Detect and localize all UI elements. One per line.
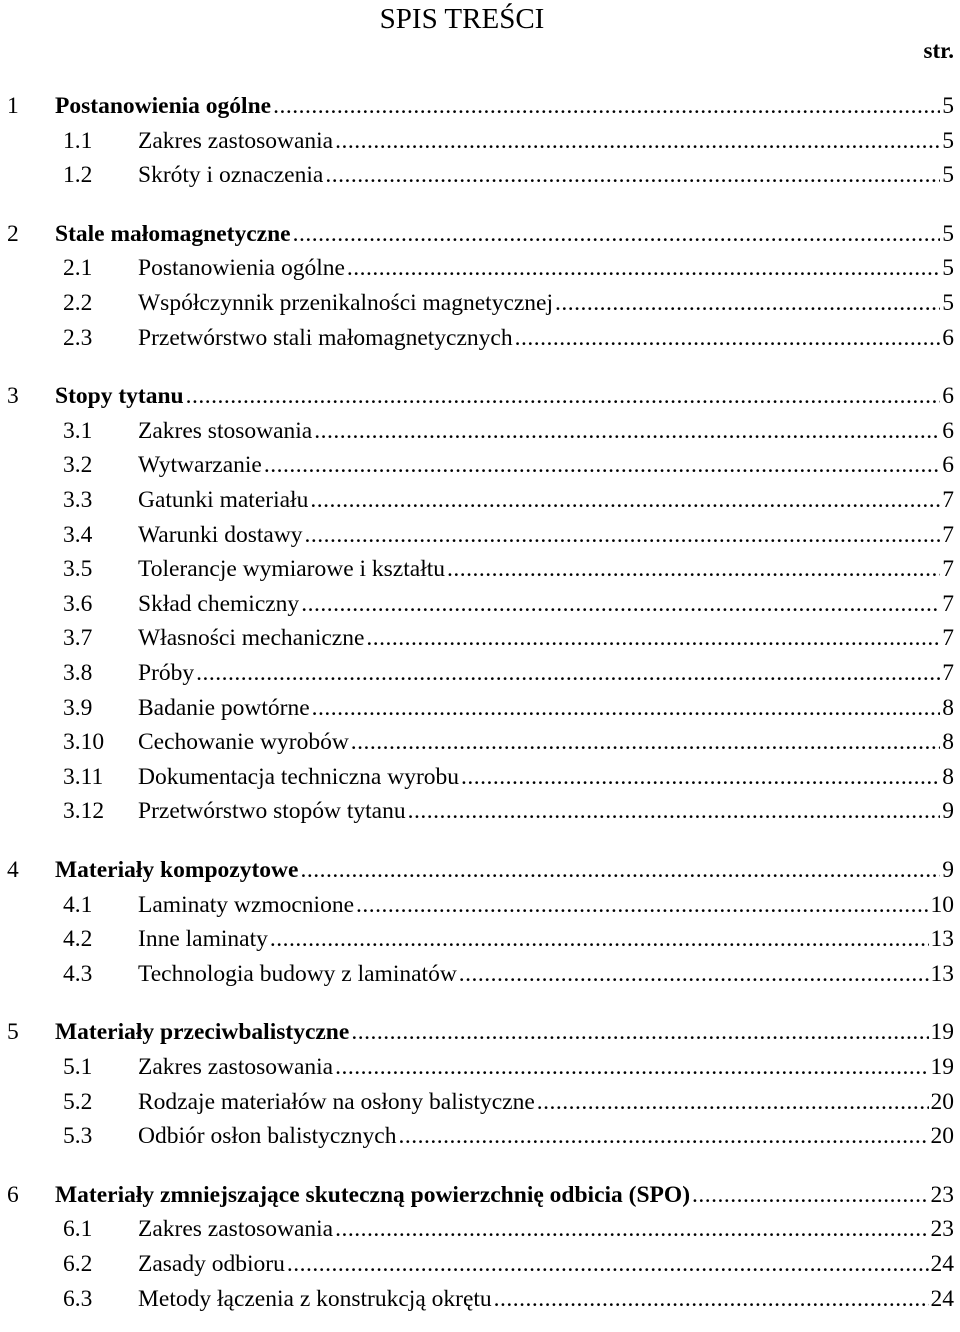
toc-entry-number: 3.11	[63, 764, 104, 790]
toc-section-entry[interactable]	[0, 485, 960, 515]
dot-leader	[287, 1249, 929, 1279]
toc-entry-page-number: 13	[930, 961, 954, 987]
toc-entry-label: Stopy tytanu	[55, 383, 184, 409]
toc-entry-number: 3.9	[63, 695, 93, 721]
toc-section-entry[interactable]	[0, 520, 960, 550]
toc-entry-page-number: 6	[942, 325, 954, 351]
toc-section-entry[interactable]	[0, 924, 960, 954]
toc-entry-number: 3.7	[63, 625, 93, 651]
toc-entry-line	[138, 796, 954, 826]
toc-entry-page-number: 19	[930, 1054, 954, 1080]
toc-section-entry[interactable]	[0, 658, 960, 688]
toc-entry-label: Wytwarzanie	[138, 452, 262, 478]
toc-entry-label: Laminaty wzmocnione	[138, 892, 354, 918]
toc-section-entry[interactable]	[0, 126, 960, 156]
toc-entry-page-number: 8	[942, 764, 954, 790]
toc-entry-label: Tolerancje wymiarowe i kształtu	[138, 556, 446, 582]
toc-chapter-entry[interactable]	[0, 1180, 960, 1210]
toc-entry-number: 3.1	[63, 418, 93, 444]
toc-entry-line	[138, 160, 954, 190]
page-title: SPIS TREŚCI	[379, 3, 545, 35]
dot-leader	[461, 762, 940, 792]
dot-leader	[459, 959, 929, 989]
toc-entry-page-number: 19	[930, 1019, 954, 1045]
toc-entry-line	[55, 855, 954, 885]
toc-entry-line	[138, 485, 954, 515]
toc-entry-number: 3.10	[63, 729, 105, 755]
toc-section-entry[interactable]	[0, 693, 960, 723]
toc-entry-number: 3.4	[63, 522, 93, 548]
toc-entry-line	[55, 1180, 954, 1210]
toc-entry-number: 2.1	[63, 255, 93, 281]
dot-leader	[305, 520, 941, 550]
toc-entry-number: 4.3	[63, 961, 93, 987]
toc-entry-number: 1.1	[63, 128, 93, 154]
toc-entry-page-number: 7	[942, 591, 954, 617]
toc-entry-label: Współczynnik przenikalności magnetycznej	[138, 290, 554, 316]
dot-leader	[270, 924, 929, 954]
toc-entry-line	[138, 959, 954, 989]
toc-entry-number: 2.2	[63, 290, 93, 316]
toc-entry-label: Materiały kompozytowe	[55, 857, 299, 883]
toc-entry-page-number: 9	[942, 857, 954, 883]
dot-leader	[293, 219, 941, 249]
toc-entry-label: Próby	[138, 660, 195, 686]
toc-entry-page-number: 5	[942, 255, 954, 281]
toc-entry-number: 6	[7, 1182, 19, 1208]
toc-entry-number: 3	[7, 383, 19, 409]
toc-section-entry[interactable]	[0, 1052, 960, 1082]
toc-entry-label: Materiały przeciwbalistyczne	[55, 1019, 350, 1045]
toc-entry-label: Gatunki materiału	[138, 487, 309, 513]
toc-entry-line	[138, 126, 954, 156]
dot-leader	[273, 91, 940, 121]
toc-section-entry[interactable]	[0, 796, 960, 826]
dot-leader	[186, 381, 941, 411]
toc-entry-page-number: 23	[930, 1216, 954, 1242]
toc-section-entry[interactable]	[0, 416, 960, 446]
toc-entry-line	[55, 381, 954, 411]
toc-entry-page-number: 7	[942, 487, 954, 513]
toc-section-entry[interactable]	[0, 1284, 960, 1314]
dot-leader	[314, 416, 940, 446]
toc-entry-page-number: 5	[942, 93, 954, 119]
toc-entry-number: 3.5	[63, 556, 93, 582]
toc-section-entry[interactable]	[0, 160, 960, 190]
dot-leader	[335, 1052, 928, 1082]
toc-section-entry[interactable]	[0, 890, 960, 920]
toc-entry-line	[138, 1249, 954, 1279]
toc-entry-line	[138, 520, 954, 550]
toc-section-entry[interactable]	[0, 727, 960, 757]
toc-entry-page-number: 8	[942, 695, 954, 721]
dot-leader	[447, 554, 940, 584]
toc-entry-page-number: 5	[942, 162, 954, 188]
toc-entry-label: Warunki dostawy	[138, 522, 303, 548]
toc-entry-label: Postanowienia ogólne	[138, 255, 345, 281]
toc-entry-label: Skład chemiczny	[138, 591, 300, 617]
toc-entry-page-number: 6	[942, 383, 954, 409]
toc-entry-line	[138, 693, 954, 723]
toc-entry-label: Technologia budowy z laminatów	[138, 961, 457, 987]
toc-entry-line	[138, 554, 954, 584]
toc-entry-number: 1.2	[63, 162, 93, 188]
toc-entry-label: Zakres stosowania	[138, 418, 313, 444]
toc-entry-line	[138, 658, 954, 688]
toc-section-entry[interactable]	[0, 1249, 960, 1279]
dot-leader	[351, 1017, 928, 1047]
page-column-header: str.	[923, 38, 954, 63]
toc-entry-label: Badanie powtórne	[138, 695, 310, 721]
dot-leader	[692, 1180, 928, 1210]
toc-entry-page-number: 7	[942, 625, 954, 651]
toc-entry-label: Materiały zmniejszające skuteczną powierzchnię odbicia (SPO)	[55, 1182, 691, 1208]
toc-entry-page-number: 7	[942, 556, 954, 582]
toc-entry-label: Stale małomagnetyczne	[55, 221, 291, 247]
dot-leader	[264, 450, 940, 480]
toc-entry-label: Cechowanie wyrobów	[138, 729, 349, 755]
dot-leader	[325, 160, 940, 190]
dot-leader	[398, 1121, 928, 1151]
toc-entry-page-number: 7	[942, 522, 954, 548]
toc-entry-line	[138, 416, 954, 446]
dot-leader	[335, 126, 940, 156]
toc-entry-label: Rodzaje materiałów na osłony balistyczne	[138, 1089, 535, 1115]
dot-leader	[301, 589, 940, 619]
toc-entry-number: 3.6	[63, 591, 93, 617]
toc-entry-number: 5	[7, 1019, 19, 1045]
dot-leader	[310, 485, 940, 515]
toc-chapter-entry[interactable]	[0, 91, 960, 121]
dot-leader	[537, 1087, 929, 1117]
dot-leader	[494, 1284, 929, 1314]
toc-entry-line	[138, 1284, 954, 1314]
toc-entry-label: Zasady odbioru	[138, 1251, 285, 1277]
toc-entry-page-number: 5	[942, 290, 954, 316]
toc-entry-number: 4	[7, 857, 19, 883]
toc-entry-label: Skróty i oznaczenia	[138, 162, 324, 188]
toc-section-entry[interactable]	[0, 253, 960, 283]
toc-section-entry[interactable]	[0, 554, 960, 584]
dot-leader	[347, 253, 940, 283]
toc-entry-number: 2.3	[63, 325, 93, 351]
dot-leader	[312, 693, 941, 723]
dot-leader	[515, 323, 941, 353]
toc-entry-number: 6.1	[63, 1216, 93, 1242]
toc-entry-line	[138, 253, 954, 283]
toc-section-entry[interactable]	[0, 1121, 960, 1151]
toc-entry-page-number: 23	[930, 1182, 954, 1208]
toc-entry-line	[138, 1121, 954, 1151]
toc-chapter-entry[interactable]	[0, 219, 960, 249]
toc-entry-label: Przetwórstwo stali małomagnetycznych	[138, 325, 513, 351]
toc-entry-number: 6.2	[63, 1251, 93, 1277]
toc-entry-page-number: 13	[930, 926, 954, 952]
toc-entry-page-number: 6	[942, 452, 954, 478]
dot-leader	[351, 727, 940, 757]
toc-entry-label: Zakres zastosowania	[138, 1054, 334, 1080]
toc-entry-line	[138, 1214, 954, 1244]
toc-entry-number: 1	[7, 93, 19, 119]
toc-entry-label: Odbiór osłon balistycznych	[138, 1123, 397, 1149]
toc-entry-line	[138, 924, 954, 954]
toc-entry-number: 5.3	[63, 1123, 93, 1149]
toc-entry-page-number: 10	[930, 892, 954, 918]
toc-entry-label: Inne laminaty	[138, 926, 268, 952]
toc-section-entry[interactable]	[0, 1087, 960, 1117]
dot-leader	[408, 796, 941, 826]
toc-entry-number: 6.3	[63, 1286, 93, 1312]
toc-section-entry[interactable]	[0, 1214, 960, 1244]
dot-leader	[335, 1214, 928, 1244]
toc-entry-page-number: 6	[942, 418, 954, 444]
toc-entry-label: Przetwórstwo stopów tytanu	[138, 798, 406, 824]
toc-entry-page-number: 20	[930, 1089, 954, 1115]
toc-entry-label: Zakres zastosowania	[138, 128, 334, 154]
toc-entry-line	[138, 1052, 954, 1082]
toc-entry-number: 3.8	[63, 660, 93, 686]
toc-entry-number: 5.1	[63, 1054, 93, 1080]
toc-entry-page-number: 8	[942, 729, 954, 755]
toc-entry-line	[55, 219, 954, 249]
toc-entry-number: 3.3	[63, 487, 93, 513]
dot-leader	[196, 658, 940, 688]
toc-entry-line	[138, 323, 954, 353]
toc-section-entry[interactable]	[0, 762, 960, 792]
toc-entry-page-number: 24	[930, 1286, 954, 1312]
toc-chapter-entry[interactable]	[0, 1017, 960, 1047]
toc-section-entry[interactable]	[0, 589, 960, 619]
dot-leader	[366, 623, 940, 653]
toc-entry-page-number: 20	[930, 1123, 954, 1149]
toc-entry-page-number: 24	[930, 1251, 954, 1277]
toc-entry-line	[138, 589, 954, 619]
toc-entry-number: 5.2	[63, 1089, 93, 1115]
dot-leader	[356, 890, 929, 920]
toc-entry-line	[138, 762, 954, 792]
toc-section-entry[interactable]	[0, 450, 960, 480]
toc-entry-number: 2	[7, 221, 19, 247]
toc-entry-line	[138, 1087, 954, 1117]
toc-chapter-entry[interactable]	[0, 381, 960, 411]
toc-entry-line	[55, 91, 954, 121]
dot-leader	[300, 855, 940, 885]
toc-entry-label: Zakres zastosowania	[138, 1216, 334, 1242]
toc-entry-number: 3.12	[63, 798, 105, 824]
toc-section-entry[interactable]	[0, 288, 960, 318]
toc-entry-line	[55, 1017, 954, 1047]
toc-section-entry[interactable]	[0, 323, 960, 353]
toc-entry-page-number: 7	[942, 660, 954, 686]
dot-leader	[555, 288, 940, 318]
toc-entry-label: Własności mechaniczne	[138, 625, 365, 651]
toc-entry-line	[138, 623, 954, 653]
toc-entry-label: Postanowienia ogólne	[55, 93, 272, 119]
toc-entry-number: 4.2	[63, 926, 93, 952]
toc-entry-line	[138, 727, 954, 757]
toc-entry-page-number: 9	[942, 798, 954, 824]
toc-entry-number: 3.2	[63, 452, 93, 478]
toc-entry-label: Metody łączenia z konstrukcją okrętu	[138, 1286, 492, 1312]
toc-entry-line	[138, 890, 954, 920]
toc-entry-label: Dokumentacja techniczna wyrobu	[138, 764, 460, 790]
toc-section-entry[interactable]	[0, 623, 960, 653]
toc-section-entry[interactable]	[0, 959, 960, 989]
toc-entry-page-number: 5	[942, 221, 954, 247]
toc-entry-page-number: 5	[942, 128, 954, 154]
toc-entry-number: 4.1	[63, 892, 93, 918]
toc-entry-line	[138, 288, 954, 318]
toc-entry-line	[138, 450, 954, 480]
toc-chapter-entry[interactable]	[0, 855, 960, 885]
